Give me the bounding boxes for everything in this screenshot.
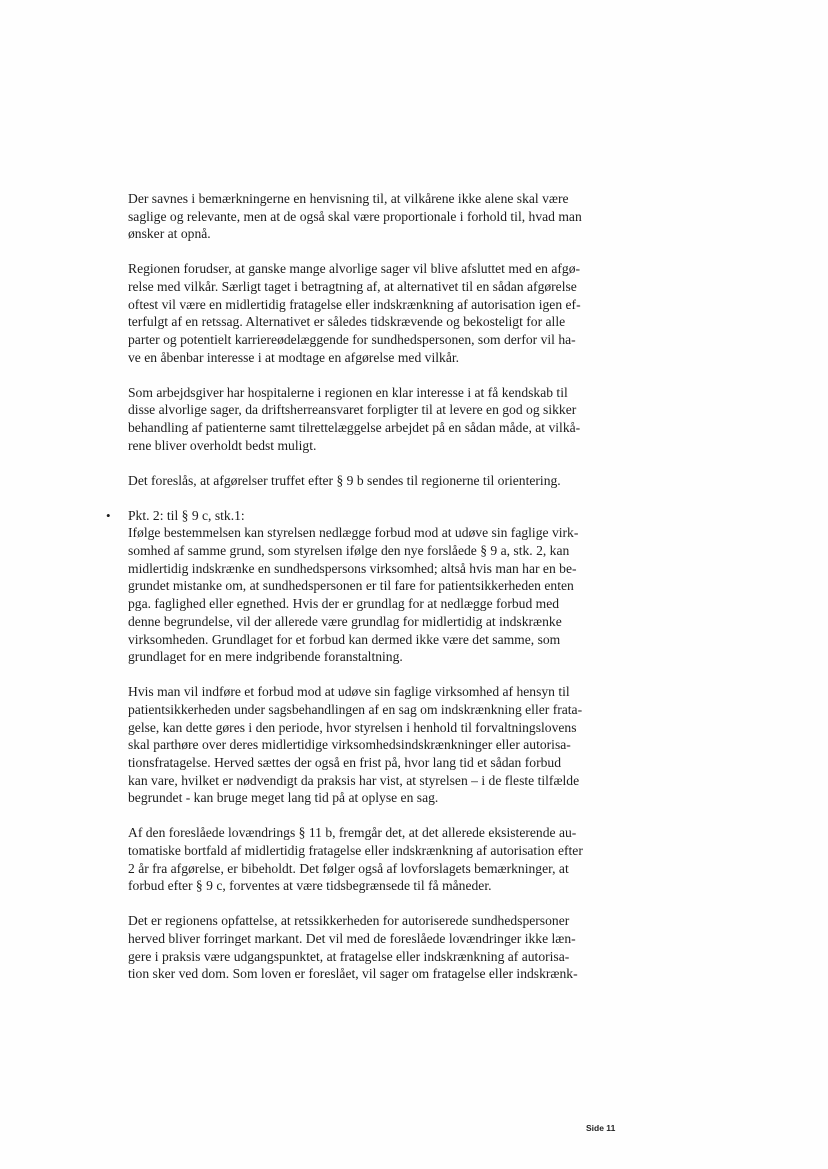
paragraph-vilkaar-proportionalitet: [128, 190, 628, 243]
text-line: Det er regionens opfattelse, at retssikkerheden for autoriserede sundhedspersoner: [128, 913, 570, 929]
text-line: gere i praksis være udgangspunktet, at fratagelse eller indskrænkning af autorisa-: [128, 948, 570, 964]
text-line: rene bliver overholdt bedst muligt.: [128, 437, 317, 453]
text-line: patientsikkerheden under sagsbehandlingen af en sag om indskrænkning eller frata-: [128, 701, 583, 717]
text-line: Som arbejdsgiver har hospitalerne i regionen en klar interesse i at få kendskab til: [128, 384, 568, 400]
bullet-item-pkt-2: [106, 507, 628, 666]
text-line: Det foreslås, at afgørelser truffet efter § 9 b sendes til regionerne til orientering.: [128, 472, 561, 488]
bullet-text: [128, 507, 628, 666]
text-line: kan vare, hvilket er nødvendigt da praksis har vist, at styrelsen – i de fleste tilfælde: [128, 772, 580, 788]
paragraph-retssikkerhed: [128, 912, 628, 983]
text-line: Af den foreslåede lovændrings § 11 b, fremgår det, at det allerede eksisterende au-: [128, 825, 577, 841]
text-line: begrundet - kan bruge meget lang tid på at oplyse en sag.: [128, 790, 439, 806]
text-line: Ifølge bestemmelsen kan styrelsen nedlægge forbud mod at udøve sin faglige virk-: [128, 525, 579, 541]
page-number: Side 11: [586, 1123, 616, 1133]
text-line: terfulgt af en retssag. Alternativet er således tidskrævende og bekosteligt for alle: [128, 314, 566, 330]
text-line: tionsfratagelse. Herved sættes der også en frist på, hvor lang tid et sådan forbud: [128, 754, 561, 770]
text-line: relse med vilkår. Særligt taget i betragtning af, at alternativet til en sådan afgørelse: [128, 279, 577, 294]
bullet-icon: •: [106, 507, 111, 523]
text-line: skal parthøre over deres midlertidige virksomhedsindskrænkninger eller autorisa-: [128, 737, 571, 753]
text-line: parter og potentielt karriereødelæggende for sundhedspersonen, som derfor vil ha-: [128, 332, 576, 348]
text-line: disse alvorlige sager, da driftsherreansvaret forpligter til at levere en god og sikker: [128, 402, 577, 418]
text-line: virksomheden. Grundlaget for et forbud kan dermed ikke være det samme, som: [128, 631, 561, 647]
text-line: Hvis man vil indføre et forbud mod at udøve sin faglige virksomhed af hensyn til: [128, 684, 570, 700]
text-line: pga. faglighed eller egnethed. Hvis der er grundlag for at nedlægge forbud med: [128, 596, 560, 612]
text-line: gelse, kan dette gøres i den periode, hvor styrelsen i henhold til forvaltningslovens: [128, 719, 577, 735]
paragraph-orientering: [128, 472, 628, 490]
text-line: tion sker ved dom. Som loven er foreslået, vil sager om fratagelse eller indskrænk-: [128, 966, 578, 982]
text-line: midlertidig indskrænke en sundhedspersons virksomhed; altså hvis man har en be-: [128, 560, 577, 576]
text-line: ønsker at opnå.: [128, 226, 211, 242]
text-line: grundlaget for en mere indgribende foranstaltning.: [128, 649, 403, 665]
text-line: tomatiske bortfald af midlertidig fratagelse eller indskrænkning af autorisation efter: [128, 842, 583, 858]
text-line: somhed af samme grund, som styrelsen ifølge den nye forslåede § 9 a, stk. 2, kan: [128, 543, 570, 558]
text-line: Regionen forudser, at ganske mange alvorlige sager vil blive afsluttet med en afgø-: [128, 261, 581, 277]
text-line: Der savnes i bemærkningerne en henvisning til, at vilkårene ikke alene skal være: [128, 191, 569, 206]
paragraph-bortfald: [128, 824, 628, 895]
paragraph-afgoerelse-med-vilkaar: [128, 260, 628, 366]
text-line: grundet mistanke om, at sundhedspersonen er til fare for patientsikkerheden enten: [128, 578, 574, 594]
text-line: ve en åbenbar interesse i at modtage en afgørelse med vilkår.: [128, 349, 460, 365]
text-line: behandling af patienterne samt tilrettelæggelse arbejdet på en sådan måde, at vilkå-: [128, 420, 581, 436]
text-line: herved bliver forringet markant. Det vil med de foreslåede lovændringer ikke læn-: [128, 930, 576, 946]
paragraph-forbud-parthoering: [128, 683, 628, 807]
text-line: oftest vil være en midlertidig fratagelse eller indskrænkning af autorisation igen ef-: [128, 296, 581, 312]
text-line: forbud efter § 9 c, forventes at være tidsbegrænsede til få måneder.: [128, 878, 492, 894]
text-line: 2 år fra afgørelse, er bibeholdt. Det følger også af lovforslagets bemærkninger, at: [128, 860, 569, 876]
bullet-heading: Pkt. 2: til § 9 c, stk.1:: [128, 507, 245, 523]
text-line: denne begrundelse, vil der allerede være grundlag for midlertidig at indskrænke: [128, 613, 562, 629]
document-body: [106, 190, 628, 1000]
text-line: saglige og relevante, men at de også skal være proportionale i forhold til, hvad man: [128, 208, 582, 224]
paragraph-arbejdsgiver: [128, 384, 628, 455]
